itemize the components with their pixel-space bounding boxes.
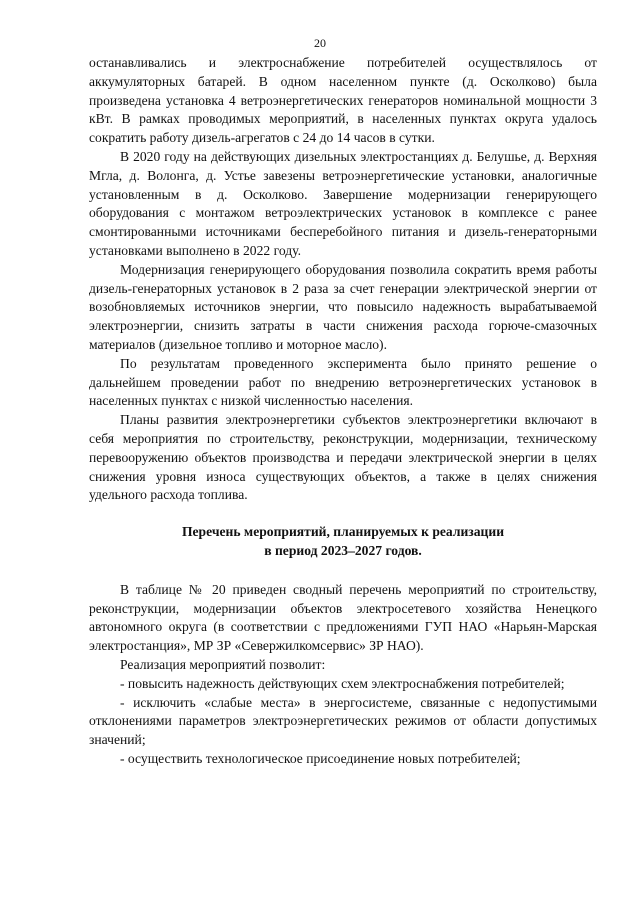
- paragraph-table-20-reference: В таблице № 20 приведен сводный перечень мероприятий по строительству, реконструкции, модернизации объектов электросетевого хозяйства Ненецкого автономного округа (в соответствии с предложениями ГУП НАО «Нарьян-Марская электростанция», МР ЗР «Севержилкомсервис» ЗР НАО).: [89, 581, 597, 654]
- list-item-reliability: - повысить надежность действующих схем электроснабжения потребителей;: [120, 675, 565, 691]
- paragraph-modernization-results: Модернизация генерирующего оборудования позволила сократить время работы дизель-генераторных установок в 2 раза за счет генерации электрической энергии от возобновляемых источников энергии, что повысило надежность вырабатываемой электроэнергии, снизить затраты в части снижения расхода горюче-смазочных материалов (дизельное топливо и моторное масло).: [89, 261, 597, 352]
- paragraph-continuation: останавливались и электроснабжение потребителей осуществлялось от аккумуляторных батарей. В одном населенном пункте (д. Осколково) была произведена установка 4 ветроэнергетических генераторов номинальной мощности 3 кВт. В рамках проводимых мероприятий, в населенных пунктах округа удалось сократить работу дизель-агрегатов с 24 до 14 часов в сутки.: [89, 55, 597, 146]
- document-body: [89, 54, 597, 769]
- list-item-new-consumers: - осуществить технологическое присоединение новых потребителей;: [120, 750, 521, 766]
- section-heading-line-2: в период 2023–2027 годов.: [264, 542, 422, 558]
- paragraph-implementation-intro: Реализация мероприятий позволит:: [120, 656, 326, 672]
- page-number: 20: [314, 36, 326, 50]
- paragraph-experiment-decision: По результатам проведенного эксперимента было принято решение о дальнейшем проведении работ по внедрению ветроэнергетических установок в населенных пунктах с низкой численностью населения.: [89, 355, 597, 409]
- list-item-weak-points: - исключить «слабые места» в энергосистеме, связанные с недопустимыми отклонениями параметров электроэнергетических режимов от области допустимых значений;: [89, 694, 597, 748]
- paragraph-development-plans: Планы развития электроэнергетики субъектов электроэнергетики включают в себя мероприятия по строительству, реконструкции, модернизации, техническому перевооружению объектов производства и передачи электрической энергии в целях снижения уровня износа существующих объектов, а также в целях снижения удельного расхода топлива.: [89, 412, 597, 503]
- section-heading-line-1: Перечень мероприятий, планируемых к реализации: [181, 524, 505, 540]
- paragraph-2020-wind-installations: В 2020 году на действующих дизельных электростанциях д. Белушье, д. Верхняя Мгла, д. Волонга, д. Устье завезены ветроэнергетические установки, аналогичные установленным в д. Осколково. Завершение модернизации генерирующего оборудования с монтажом ветроэлектрических установок в комплексе с ранее смонтированными источниками бесперебойного питания и дизель-генераторными установками выполнено в 2022 году.: [89, 148, 597, 258]
